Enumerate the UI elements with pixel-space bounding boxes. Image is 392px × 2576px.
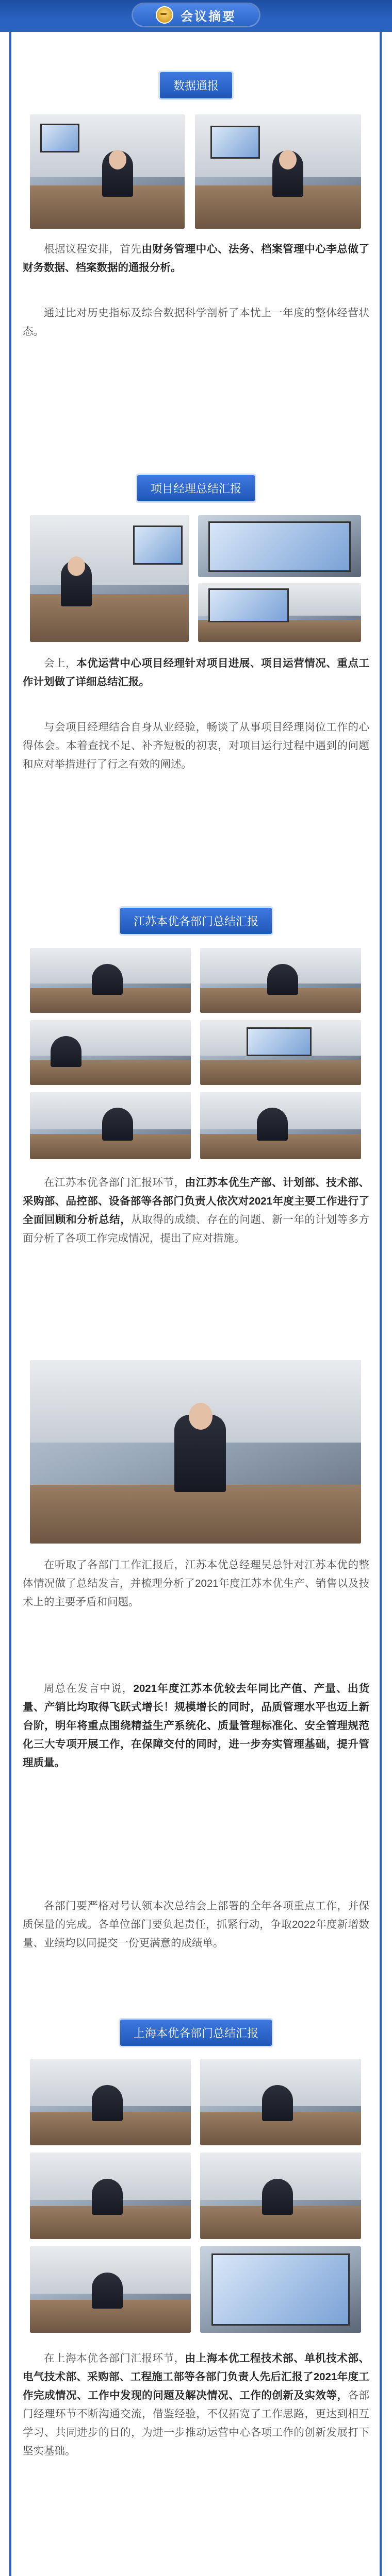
meeting-photo	[200, 2246, 361, 2333]
meeting-photo	[198, 583, 361, 642]
meeting-photo	[30, 515, 189, 642]
emblem-icon	[156, 6, 173, 24]
section-title-pm-summary: 项目经理总结汇报	[137, 475, 255, 501]
meeting-photo	[30, 948, 191, 1013]
paragraph: 在上海本优各部门汇报环节，由上海本优工程技术部、单机技术部、电气技术部、采购部、工程施工部等各部门负责人先后汇报了2021年度工作完成情况、工作中发现的问题及解决情况、工作的创新及实效等，各部门经理环节不断沟通交流，借鉴经验，不仅拓宽了工作思路，更达到相互学习、共同进步的目的，为进一步推动运营中心各项工作的创新发展打下坚实基础。	[23, 2352, 370, 2457]
meeting-photo	[200, 2153, 361, 2239]
paragraph: 各部门要严格对号认领本次总结会上部署的全年各项重点工作，并保质保量的完成。各单位部门要负起责任，抓紧行动，争取2022年度新增数量、业绩均以同提交一份更满意的成绩单。	[23, 1900, 369, 1949]
section-1-photos	[30, 114, 377, 229]
paragraph: 与会项目经理结合自身从业经验，畅谈了从事项目经理岗位工作的心得体会。本着查找不足、补齐短板的初衷，对项目运行过程中遇到的问题和应对举措进行了行之有效的阐述。	[23, 721, 369, 770]
meeting-photo	[198, 515, 361, 577]
meeting-photo	[30, 1092, 191, 1159]
meeting-photo	[200, 1020, 361, 1085]
header-banner	[0, 0, 392, 32]
meeting-photo	[30, 2059, 191, 2145]
meeting-photo	[200, 2059, 361, 2145]
paragraph: 在江苏本优各部门汇报环节，由江苏本优生产部、计划部、技术部、采购部、品控部、设备部等各部门负责人依次对2021年度主要工作进行了全面回顾和分析总结，从取得的成绩、存在的问题、新一年的计划等多方面分析了各项工作完成情况，提出了应对措施。	[23, 1177, 370, 1244]
meeting-photo	[30, 2153, 191, 2239]
paragraph: 会上，本优运营中心项目经理针对项目进展、项目运营情况、重点工作计划做了详细总结汇报。	[23, 657, 369, 688]
page-title: 会议摘要	[181, 9, 236, 24]
meeting-photo	[30, 114, 185, 229]
meeting-photo	[30, 1360, 361, 1544]
paragraph: 周总在发言中说，2021年度江苏本优较去年同比产值、产量、出货量、产销比均取得飞跃式增长！规模增长的同时，品质管理水平也迈上新台阶，明年将重点围绕精益生产系统化、质量管理标准化、安全管理规范化三大专项开展工作，在保障交付的同时，进一步夯实管理基础，提升管理质量。	[23, 1683, 369, 1769]
meeting-photo	[30, 2246, 191, 2333]
paragraph: 根据议程安排，首先由财务管理中心、法务、档案管理中心李总做了财务数据、档案数据的通报分析。	[23, 243, 370, 274]
section-title-shanghai-depts: 上海本优各部门总结汇报	[120, 2020, 272, 2046]
meeting-photo	[195, 114, 361, 229]
section-title-data-report: 数据通报	[160, 72, 232, 98]
paragraph: 在听取了各部门工作汇报后，江苏本优总经理吴总针对江苏本优的整体情况做了总结发言，并梳理分析了2021年度江苏本优生产、销售以及技术上的主要矛盾和问题。	[23, 1559, 369, 1608]
paragraph: 通过比对历史指标及综合数据科学剖析了本忧上一年度的整体经营状态。	[23, 307, 369, 337]
header-title-pill	[133, 4, 259, 26]
meeting-photo	[30, 1020, 191, 1085]
meeting-photo	[200, 948, 361, 1013]
section-title-jiangsu-depts: 江苏本优各部门总结汇报	[120, 908, 272, 934]
meeting-photo	[200, 1092, 361, 1159]
